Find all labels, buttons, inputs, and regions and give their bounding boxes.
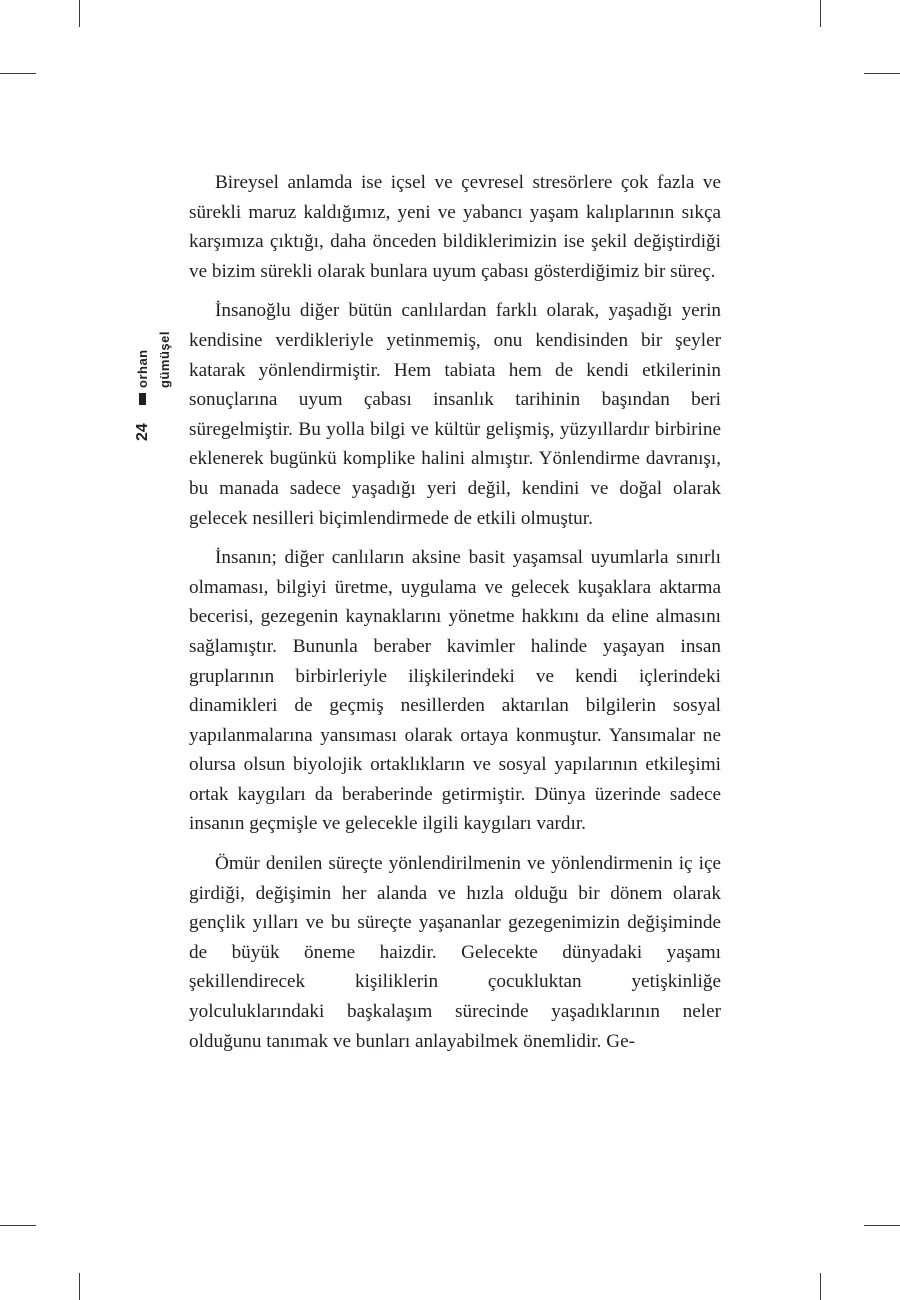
page-number: 24 <box>134 423 151 441</box>
crop-mark-bottom-right-vertical <box>820 1273 821 1300</box>
paragraph-4: Ömür denilen süreçte yönlendirilmenin ve yönlendirmenin iç içe girdiği, değişimin her alanda ve hızla olduğu bir dönem olarak gençlik yılları ve bu süreçte yaşananlar gezegenimizin değişiminde de büyük öneme haizdir. Gelecekte dünyadaki yaşamı şekillendirecek kişiliklerin çocukluktan yetişkinliğe yolculuklarındaki başkalaşım sürecinde yaşadıklarının neler olduğunu tanımak ve bunları anlayabilmek önemlidir. Ge- <box>189 853 721 1052</box>
crop-mark-bottom-left-vertical <box>79 1273 80 1300</box>
crop-mark-top-left-vertical <box>79 0 80 27</box>
crop-mark-top-left-horizontal <box>0 73 36 74</box>
paragraph-2: İnsanoğlu diğer bütün canlılardan farklı olarak, yaşadığı yerin kendisine verdikleriyle yetinmemiş, onu kendisinden bir şeyler katarak yönlendirmiştir. Hem tabiata hem de kendi etkilerinin sonuçlarına uyum çabası insanlık tarihinin başından beri süregelmiştir. Bu yolla bilgi ve kültür gelişmiş, yüzyıllardır birbirine eklenerek bugünkü komplike halini almıştır. Yönlendirme davranışı, bu manada sadece yaşadığı yeri değil, kendini ve doğal olarak gelecek nesilleri biçimlendirmede de etkili olmuştur. <box>189 300 721 529</box>
paragraph-1: Bireysel anlamda ise içsel ve çevresel stresörlere çok fazla ve sürekli maruz kaldığımız, yeni ve yabancı yaşam kalıplarının sıkça karşımıza çıktığı, daha önceden bildiklerimizin ise şekil değiştirdiği ve bizim sürekli olarak bunlara uyum çabası gösterdiğimiz bir süreç. <box>189 172 721 282</box>
running-head <box>132 298 172 448</box>
crop-mark-top-right-horizontal <box>864 73 900 74</box>
crop-mark-top-right-vertical <box>820 0 821 27</box>
folio-marker <box>139 393 146 405</box>
crop-mark-bottom-left-horizontal <box>0 1225 36 1226</box>
author-name: orhan gümüşel <box>135 331 172 388</box>
body-text <box>189 168 721 1066</box>
crop-mark-bottom-right-horizontal <box>864 1225 900 1226</box>
paragraph-3: İnsanın; diğer canlıların aksine basit yaşamsal uyumlarla sınırlı olmaması, bilgiyi üretme, uygulama ve gelecek kuşaklara aktarma becerisi, gezegenin kaynaklarını yönetme hakkını da eline almasını sağlamıştır. Bununla beraber kavimler halinde yaşayan insan gruplarının birbirleriyle ilişkilerindeki ve kendi içlerindeki dinamikleri de geçmiş nesillerden aktarılan bilgilerin sosyal yapılanmalarına yansıması olarak ortaya konmuştur. Yansımalar ne olursa olsun biyolojik ortaklıkların ve sosyal yapılarının etkileşimi ortak kaygıları da beraberinde getirmiştir. Dünya üzerinde sadece insanın geçmişle ve gelecekle ilgili kaygıları vardır. <box>189 547 721 835</box>
